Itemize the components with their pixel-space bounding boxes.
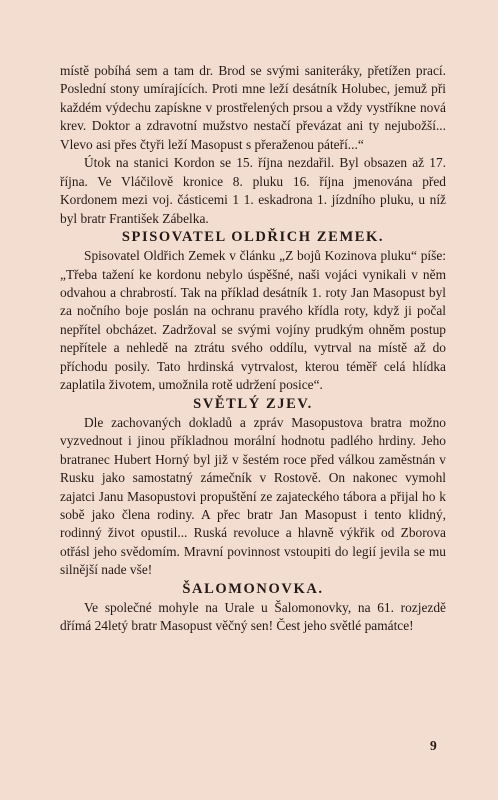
page-number: 9 [430,738,437,753]
section-heading-svetly-zjev: SVĚTLÝ ZJEV. [193,395,313,412]
section-heading-salomonovka: ŠALOMONOVKA. [182,580,324,597]
paragraph-continuation: místě pobíhá sem a tam dr. Brod se svými saniteráky, přetížen prací. Poslední stony umírajících. Proti mne leží desátník Holubec, jemuž při každém výdechu zapískne v prostřelených prsou a vždy vystříkne nová krev. Doktor a zdravotní mužstvo nestačí převázat ani ty nejubožší... Vlevo asi přes čtyři leží Masopust s přeraženou páteří...“ [60,63,446,152]
paragraph-svetly-zjev: Dle zachovaných dokladů a zpráv Masopustova bratra možno vyzvednout i jinou příkladnou morální hodnotu padlého hrdiny. Jeho bratranec Hubert Horný byl již v šestém roce před válkou zaměstnán v Rusku jako samostatný zámečník v Rostově. On nakonec vymohl zajatci Janu Masopustovi propuštění ze zajateckého tábora a přijal ho k sobě jako člena rodiny. A přec bratr Jan Masopust i tento klidný, rodinný život opustil... Ruská revoluce a hlavně výkřik od Zborova otřásl jeho svědomím. Mravní povinnost vstoupiti do legií jevila se mu silnější nade vše! [60,414,446,578]
page-text [60,62,446,636]
section-heading-zemek: SPISOVATEL OLDŘICH ZEMEK. [121,229,385,246]
paragraph-salomonovka: Ve společné mohyle na Urale u Šalomonovky, na 61. rozjezdě dřímá 24letý bratr Masopust věčný sen! Čest jeho světlé památce! [60,599,446,634]
paragraph-kordon-attack: Útok na stanici Kordon se 15. října nezdařil. Byl obsazen až 17. října. Ve Vláčilově kronice 8. pluku 16. října jmenována před Kordonem mezi voj. částicemi 1 1. eskadrona 1. jízdního pluku, u níž byl bratr František Zábelka. [60,155,446,226]
paragraph-zemek: Spisovatel Oldřich Zemek v článku „Z bojů Kozinova pluku“ píše: „Třeba tažení ke kordonu nebylo úspěšné, naši vojáci vynikali v něm odvahou a chrabrostí. Tak na příklad desátník 1. roty Jan Masopust byl za nočního boje poslán na ochranu pravého křídla roty, když ji počal nepřítel obcházet. Zadržoval se svými vojíny prudkým ohněm postup nepřítele a nehledě na ztrátu svého oddílu, vytrval na místě až do příchodu posily. Tato hrdinská vytrvalost, kterou téměř celá hlídka zaplatila životem, umožnila rotě udržení posice“. [60,248,446,393]
